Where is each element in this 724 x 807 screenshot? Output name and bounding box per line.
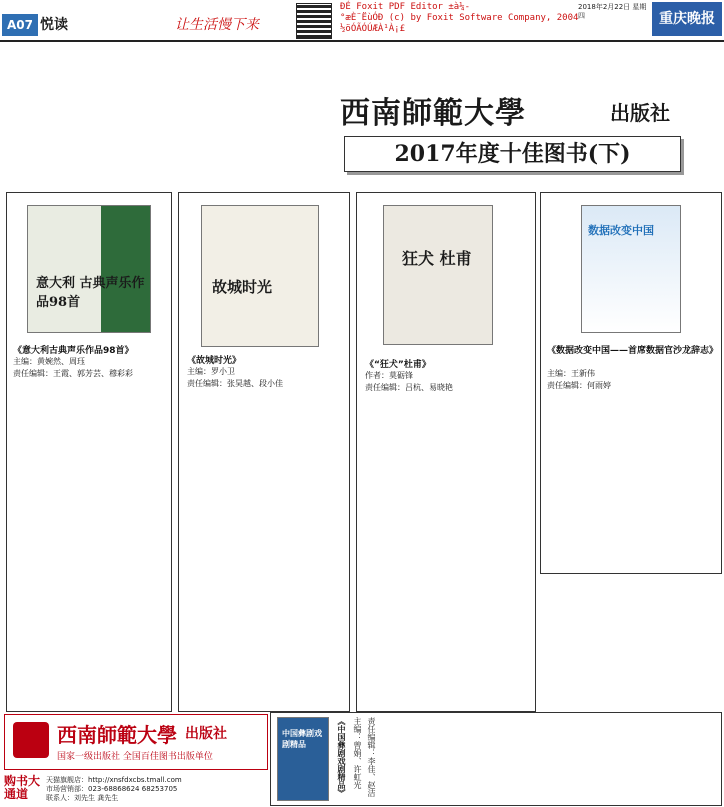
masthead: 重庆晚报: [652, 2, 722, 36]
publisher-suffix: 出版社: [610, 101, 670, 125]
slogan: 让生活慢下来: [175, 17, 259, 33]
book-author: 作者：莫砺锋: [365, 371, 413, 380]
cover-text: 狂犬 杜甫: [402, 249, 472, 268]
contact-line: 联系人：刘先生 龚先生: [46, 794, 119, 802]
publisher-ad: [4, 714, 268, 770]
contact-line: 天猫旗舰店：http://xnsfdxcbs.tmall.com: [46, 776, 182, 784]
book-editor: 责任编辑：张昊越、段小佳: [187, 379, 283, 388]
cover-text: 故城时光: [212, 278, 273, 296]
buy-label: 购书大通道: [4, 774, 41, 801]
book-review: [365, 399, 529, 705]
book-editor: 责任编辑：吕杭、易晓艳: [365, 383, 453, 392]
watermark-line: °æÈ¨ËùÓÐ (c) by Foxit Software Company, 2004: [340, 13, 579, 23]
book-author: 主编：曾娟、许虹光: [353, 717, 362, 789]
watermark-line: ½öÓÃÓÚÆÀ¹À¡£: [340, 24, 406, 34]
issue-date: 2018年2月22日 星期四: [578, 3, 647, 20]
watermark-line: ÐÉ Foxit PDF Editor ±à¼-: [340, 2, 471, 12]
book-panel: [270, 712, 722, 806]
book-review: [187, 395, 343, 705]
ad-publisher-name: 西南師範大學: [57, 723, 177, 747]
ad-subtitle: 国家一级出版社 全国百佳图书出版单位: [57, 752, 213, 762]
watermark-text: [340, 2, 578, 35]
book-title: 《中国彝剧戏剧精品》: [337, 717, 346, 797]
book-title: 《故城时光》: [187, 356, 242, 366]
book-review: [547, 397, 715, 567]
book-title: 《“狂犬”杜甫》: [365, 360, 431, 370]
cover-text: 意大利 古典声乐作品98首: [36, 276, 145, 310]
book-panel: [6, 192, 172, 712]
book-title: 《意大利古典声乐作品98首》: [13, 346, 134, 356]
book-cover: [581, 205, 681, 333]
cover-text: 数据改变中国: [588, 224, 654, 237]
publisher-name: 西南師範大學: [340, 96, 526, 131]
book-editor: 责任编辑：李佳、赵洁: [367, 717, 376, 797]
book-review: [13, 385, 165, 705]
page-header: [0, 0, 724, 42]
book-panel: [540, 192, 722, 574]
book-editor: 责任编辑：王霞、郭芳芸、穆彩彩: [13, 369, 133, 378]
cover-text: 中国彝剧戏剧精品: [282, 729, 322, 749]
section-number: A07: [2, 14, 38, 36]
book-panel: [356, 192, 536, 712]
column-name: 悦读: [40, 17, 68, 33]
book-panel: [178, 192, 350, 712]
book-cover: [27, 205, 151, 333]
ad-publisher-suffix: 出版社: [185, 726, 227, 742]
feature-title: 2017年度十佳图书(下): [394, 141, 631, 167]
contact-info: [46, 776, 182, 803]
book-editor: 责任编辑：何雨婷: [547, 381, 611, 390]
publisher-logo-icon: [13, 722, 49, 758]
contact-line: 市场营销部：023-68868624 68253705: [46, 785, 178, 793]
book-cover: [383, 205, 493, 345]
book-review: [383, 717, 713, 801]
feature-title-box: [344, 136, 681, 172]
book-cover: [277, 717, 329, 801]
book-author: 主编：黄婉然、周珏: [13, 357, 85, 366]
qr-code-icon: [296, 3, 332, 39]
book-author: 主编：王新伟: [547, 369, 595, 378]
book-cover: [201, 205, 319, 347]
book-title: 《数据改变中国——首席数据官沙龙辞志》: [547, 346, 719, 356]
book-author: 主编：罗小卫: [187, 367, 235, 376]
